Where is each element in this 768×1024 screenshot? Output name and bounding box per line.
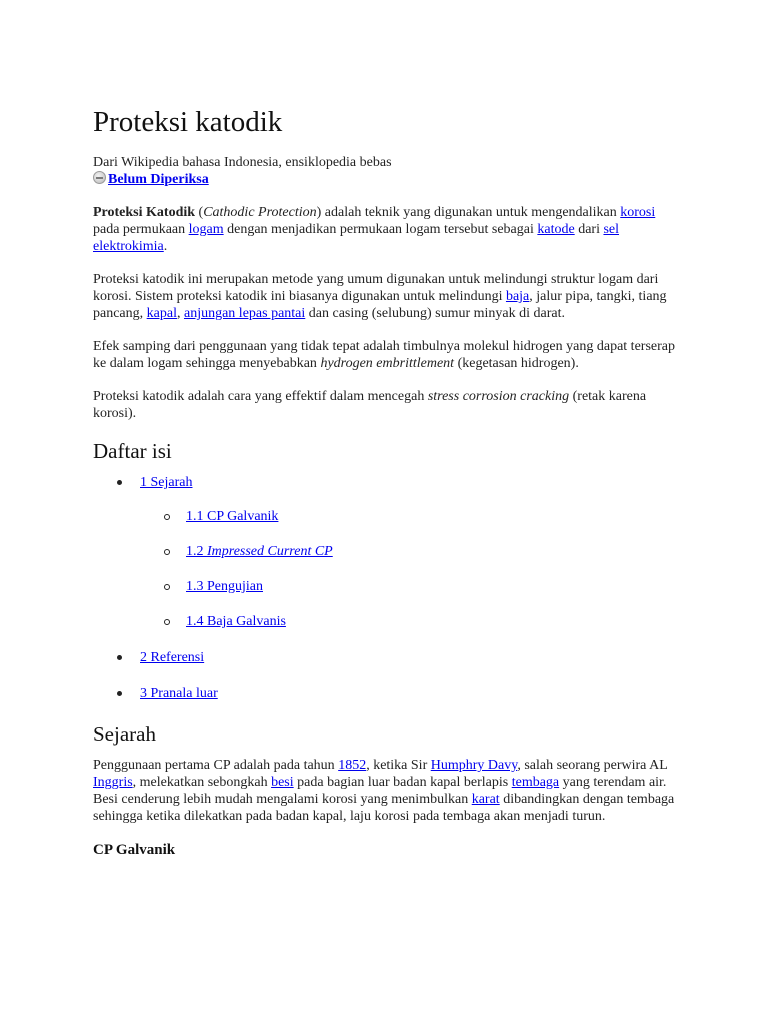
- text: Penggunaan pertama CP adalah pada tahun: [93, 758, 339, 773]
- link-sel-elektrokimia[interactable]: sel elektrokimia: [93, 222, 620, 254]
- link-tembaga[interactable]: tembaga: [511, 775, 560, 790]
- link-kapal[interactable]: kapal: [146, 306, 177, 321]
- link-katode[interactable]: katode: [537, 222, 575, 237]
- toc-link-pranala-luar[interactable]: 3 Pranala luar: [140, 686, 218, 701]
- toc-link-cp-galvanik[interactable]: 1.1 CP Galvanik: [186, 509, 279, 524]
- toc-subitem: [140, 508, 683, 525]
- text: , melekatkan sebongkah: [132, 775, 272, 790]
- text: ) adalah teknik yang digunakan untuk mengendalikan: [316, 205, 621, 220]
- text: ,: [176, 306, 184, 321]
- link-anjungan-lepas-pantai[interactable]: anjungan lepas pantai: [183, 306, 306, 321]
- intro-english-term: Cathodic Protection: [203, 205, 317, 220]
- unchecked-icon: [93, 171, 106, 184]
- paragraph-effective: [93, 388, 683, 422]
- page-subtitle: Dari Wikipedia bahasa Indonesia, ensiklopedia bebas: [93, 155, 392, 170]
- text: (kegetasan hidrogen).: [454, 356, 579, 371]
- paragraph-side-effect: [93, 338, 683, 372]
- text: (retak karena korosi).: [93, 389, 647, 421]
- text: dibandingkan dengan tembaga sehingga ketika dilekatkan pada badan kapal, laju korosi pada tembaga akan menjadi turun.: [93, 792, 675, 824]
- text: , ketika Sir: [366, 758, 431, 773]
- link-baja[interactable]: baja: [505, 289, 530, 304]
- toc-number: 1.2: [186, 544, 207, 559]
- text: Efek samping dari penggunaan yang tidak tepat adalah timbulnya molekul hidrogen yang dapat terserap ke dalam logam sehingga menyebabkan: [93, 339, 675, 371]
- link-1852[interactable]: 1852: [338, 758, 367, 773]
- text: yang terendam air. Besi cenderung lebih mudah mengalami korosi yang menimbulkan: [93, 775, 667, 807]
- paragraph-usage: [93, 271, 683, 322]
- text: .: [163, 239, 168, 254]
- toc-link-impressed-current-cp[interactable]: [186, 544, 333, 559]
- toc-item: [93, 649, 683, 666]
- page-title: Proteksi katodik: [93, 106, 283, 138]
- link-inggris[interactable]: Inggris: [93, 775, 133, 790]
- text: dengan menjadikan permukaan logam tersebut sebagai: [223, 222, 538, 237]
- review-status-link[interactable]: Belum Diperiksa: [108, 172, 209, 187]
- text: dari: [574, 222, 604, 237]
- paragraph-history: [93, 757, 683, 825]
- toc-link-referensi[interactable]: 2 Referensi: [140, 650, 205, 665]
- article: [93, 104, 683, 859]
- toc-subitem: [140, 543, 683, 560]
- text: , jalur pipa, tangki, tiang pancang,: [93, 289, 667, 321]
- intro-paragraph: [93, 204, 683, 255]
- link-besi[interactable]: besi: [271, 775, 294, 790]
- review-status: [93, 171, 683, 188]
- italic-term: stress corrosion cracking: [427, 389, 570, 404]
- link-karat[interactable]: karat: [471, 792, 500, 807]
- link-logam[interactable]: logam: [188, 222, 224, 237]
- text: dan casing (selubung) sumur minyak di darat.: [305, 306, 565, 321]
- toc-heading: Daftar isi: [93, 439, 172, 463]
- text: Proteksi katodik adalah cara yang effektif dalam mencegah: [93, 389, 428, 404]
- text: , salah seorang perwira AL: [517, 758, 668, 773]
- link-humphry-davy[interactable]: Humphry Davy: [430, 758, 518, 773]
- toc-item: [93, 474, 683, 630]
- text: pada bagian luar badan kapal berlapis: [293, 775, 512, 790]
- table-of-contents: [93, 474, 683, 702]
- toc-link-sejarah[interactable]: 1 Sejarah: [140, 475, 193, 490]
- link-korosi[interactable]: korosi: [620, 205, 656, 220]
- intro-term: Proteksi Katodik: [93, 205, 196, 220]
- toc-link-baja-galvanis[interactable]: 1.4 Baja Galvanis: [186, 614, 286, 629]
- toc-subitem: [140, 578, 683, 595]
- toc-sublist: [140, 508, 683, 630]
- text: (: [195, 205, 204, 220]
- toc-item: [93, 685, 683, 702]
- section-heading-sejarah: Sejarah: [93, 722, 156, 746]
- section-heading-cp-galvanik: CP Galvanik: [93, 842, 176, 858]
- toc-italic-label: Impressed Current CP: [207, 544, 333, 559]
- toc-link-pengujian[interactable]: 1.3 Pengujian: [186, 579, 263, 594]
- text: pada permukaan: [93, 222, 189, 237]
- toc-subitem: [140, 613, 683, 630]
- italic-term: hydrogen embrittlement: [320, 356, 455, 371]
- text: Proteksi katodik ini merupakan metode yang umum digunakan untuk melindungi struktur logam dari korosi. Sistem proteksi katodik ini biasanya digunakan untuk melindungi: [93, 272, 659, 304]
